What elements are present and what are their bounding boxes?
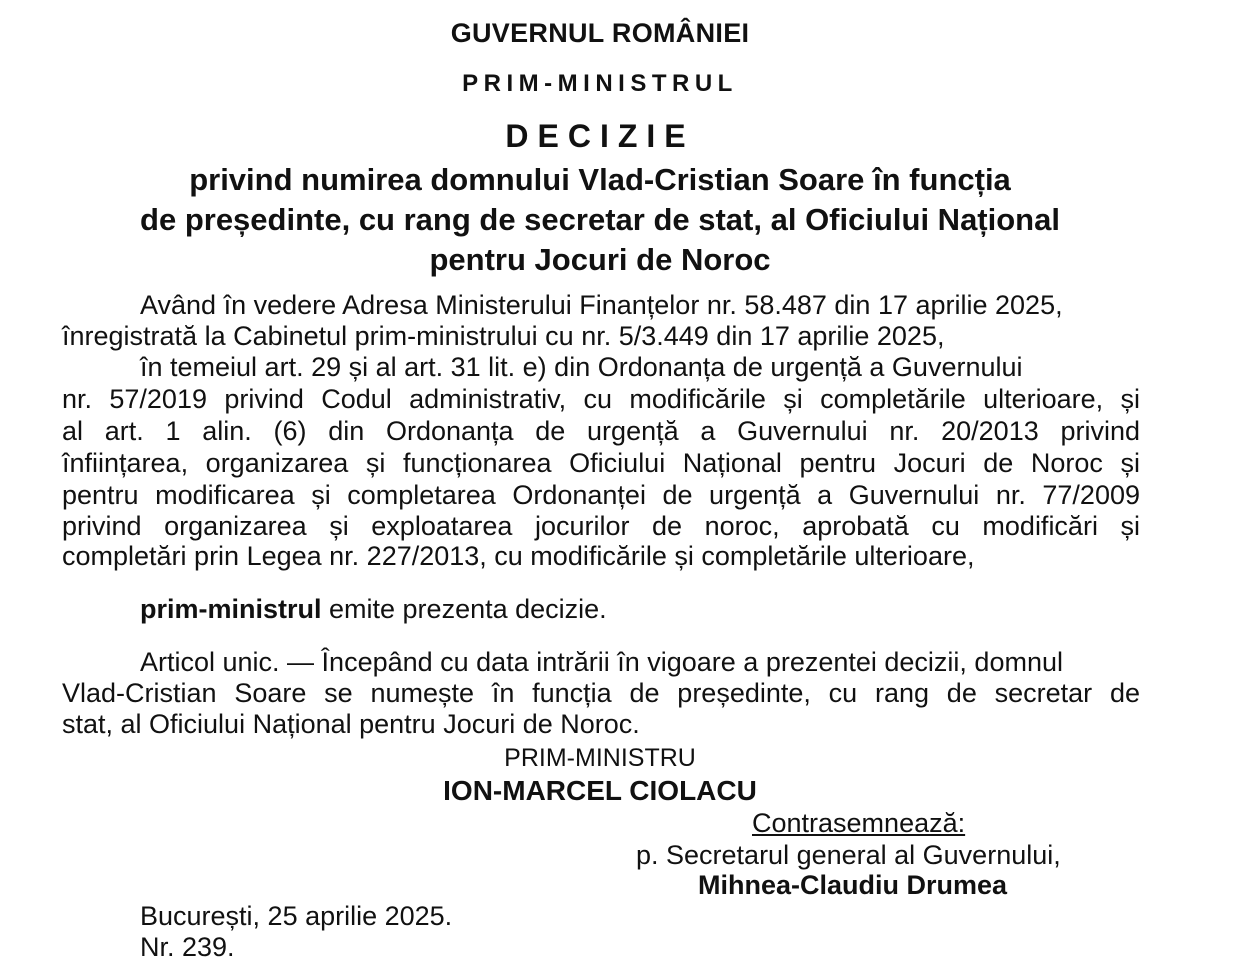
title-line-1: privind numirea domnului Vlad-Cristian Soare în funcția — [189, 162, 1011, 197]
article-line-3: stat, al Oficiului Național pentru Jocuri de Noroc. — [62, 709, 640, 739]
secretary-role: p. Secretarul general al Guvernului, — [636, 840, 1061, 870]
article-line-2: Vlad-Cristian Soare se numește în funcția de președinte, cu rang de secretar de — [62, 678, 1140, 708]
signatory-name: ION-MARCEL CIOLACU — [443, 775, 757, 806]
office-heading: PRIM-MINISTRUL — [462, 70, 738, 97]
issuance-clause — [140, 594, 607, 625]
title-line-3: pentru Jocuri de Noroc — [429, 242, 771, 277]
preamble-line-2: înregistrată la Cabinetul prim-ministrului cu nr. 5/3.449 din 17 aprilie 2025, — [62, 321, 945, 351]
countersign-label: Contrasemnează: — [752, 808, 966, 838]
place-date: București, 25 aprilie 2025. — [140, 901, 453, 931]
preamble-line-4: nr. 57/2019 privind Codul administrativ, cu modificările și completările ulterioare, și — [62, 384, 1140, 414]
preamble-line-5: al art. 1 alin. (6) din Ordonanța de urgență a Guvernului nr. 20/2013 privind — [62, 416, 1140, 446]
preamble-line-3: în temeiul art. 29 și al art. 31 lit. e) din Ordonanța de urgență a Guvernului — [140, 352, 1023, 382]
document-type: DECIZIE — [505, 118, 695, 154]
preamble-line-7: pentru modificarea și completarea Ordonanței de urgență a Guvernului nr. 77/2009 — [62, 480, 1140, 510]
government-heading: GUVERNUL ROMÂNIEI — [450, 18, 750, 48]
issuance-subject: prim-ministrul — [140, 594, 322, 624]
decision-number: Nr. 239. — [140, 932, 235, 962]
article-line-1: Articol unic. — Începând cu data intrării în vigoare a prezentei decizii, domnul — [140, 647, 1063, 677]
preamble-line-6: înființarea, organizarea și funcționarea Oficiului Național pentru Jocuri de Noroc și — [62, 448, 1140, 478]
signatory-role: PRIM-MINISTRU — [504, 744, 696, 772]
preamble-line-8: privind organizarea și exploatarea jocurilor de noroc, aprobată cu modificări și — [62, 511, 1140, 541]
issuance-rest: emite prezenta decizie. — [321, 594, 607, 624]
secretary-name: Mihnea-Claudiu Drumea — [698, 870, 1008, 900]
title-line-2: de președinte, cu rang de secretar de stat, al Oficiului Național — [140, 202, 1060, 237]
preamble-line-1: Având în vedere Adresa Ministerului Finanțelor nr. 58.487 din 17 aprilie 2025, — [140, 290, 1063, 320]
preamble-line-9: completări prin Legea nr. 227/2013, cu modificările și completările ulterioare, — [62, 541, 975, 571]
